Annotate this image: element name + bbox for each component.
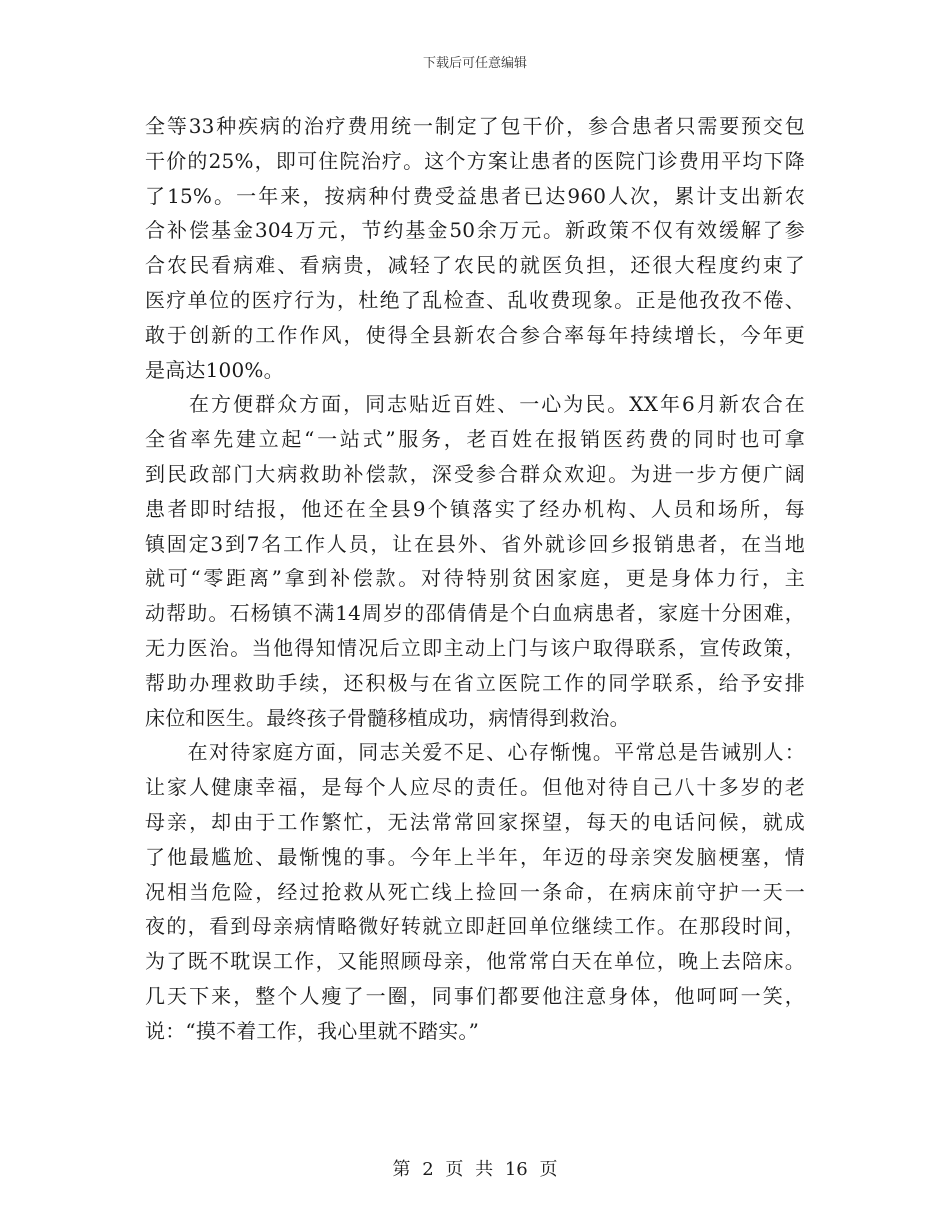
text-line: 在对待家庭方面，同志关爱不足、心存惭愧。平常总是告诫别人： [145, 740, 805, 765]
text-line: 了他最尴尬、最惭愧的事。今年上半年，年迈的母亲突发脑梗塞，情 [145, 844, 805, 869]
text-line: 就可“零距离”拿到补偿款。对待特别贫困家庭，更是身体力行，主 [145, 566, 805, 591]
text-line: 说：“摸不着工作，我心里就不踏实。” [145, 1018, 480, 1043]
text-line: 帮助办理救助手续，还积极与在省立医院工作的同学联系，给予安排 [145, 670, 805, 695]
text-line: 让家人健康幸福，是每个人应尽的责任。但他对待自己八十多岁的老 [145, 775, 805, 800]
text-line: 患者即时结报，他还在全县9个镇落实了经办机构、人员和场所，每 [145, 496, 805, 521]
text-line: 了15%。一年来，按病种付费受益患者已达960人次，累计支出新农 [145, 183, 805, 208]
text-line: 在方便群众方面，同志贴近百姓、一心为民。XX年6月新农合在 [145, 392, 805, 417]
text-line: 全等33种疾病的治疗费用统一制定了包干价，参合患者只需要预交包 [145, 114, 805, 138]
text-line: 床位和医生。最终孩子骨髓移植成功，病情得到救治。 [145, 705, 630, 730]
text-line: 几天下来，整个人瘦了一圈，同事们都要他注意身体，他呵呵一笑， [145, 983, 805, 1008]
text-line: 合农民看病难、看病贵，减轻了农民的就医负担，还很大程度约束了 [145, 253, 805, 278]
text-line: 夜的，看到母亲病情略微好转就立即赶回单位继续工作。在那段时间， [145, 914, 805, 939]
text-line: 动帮助。石杨镇不满14周岁的邵倩倩是个白血病患者，家庭十分困难， [145, 601, 805, 626]
text-line: 敢于创新的工作作风，使得全县新农合参合率每年持续增长，今年更 [145, 322, 805, 347]
text-line: 医疗单位的医疗行为，杜绝了乱检查、乱收费现象。正是他孜孜不倦、 [145, 287, 805, 312]
text-line: 全省率先建立起“一站式”服务，老百姓在报销医药费的同时也可拿 [145, 427, 805, 452]
text-line: 为了既不耽误工作，又能照顾母亲，他常常白天在单位，晚上去陪床。 [145, 949, 805, 974]
document-body [145, 109, 805, 1049]
text-line: 况相当危险，经过抢救从死亡线上捡回一条命，在病床前守护一天一 [145, 879, 805, 904]
text-line: 干价的25%，即可住院治疗。这个方案让患者的医院门诊费用平均下降 [145, 148, 805, 173]
text-line: 到民政部门大病救助补偿款，深受参合群众欢迎。为进一步方便广阔 [145, 461, 805, 486]
text-line: 是高达100%。 [145, 357, 284, 382]
page-header: 下载后可任意编辑 [422, 56, 527, 71]
text-line: 无力医治。当他得知情况后立即主动上门与该户取得联系，宣传政策， [145, 635, 805, 660]
text-line: 合补偿基金304万元，节约基金50余万元。新政策不仅有效缓解了参 [145, 218, 805, 243]
text-line: 镇固定3到7名工作人员，让在县外、省外就诊回乡报销患者，在当地 [145, 531, 805, 556]
page-footer: 第 2 页 共 16 页 [392, 1159, 558, 1180]
text-line: 母亲，却由于工作繁忙，无法常常回家探望，每天的电话问候，就成 [145, 809, 805, 834]
